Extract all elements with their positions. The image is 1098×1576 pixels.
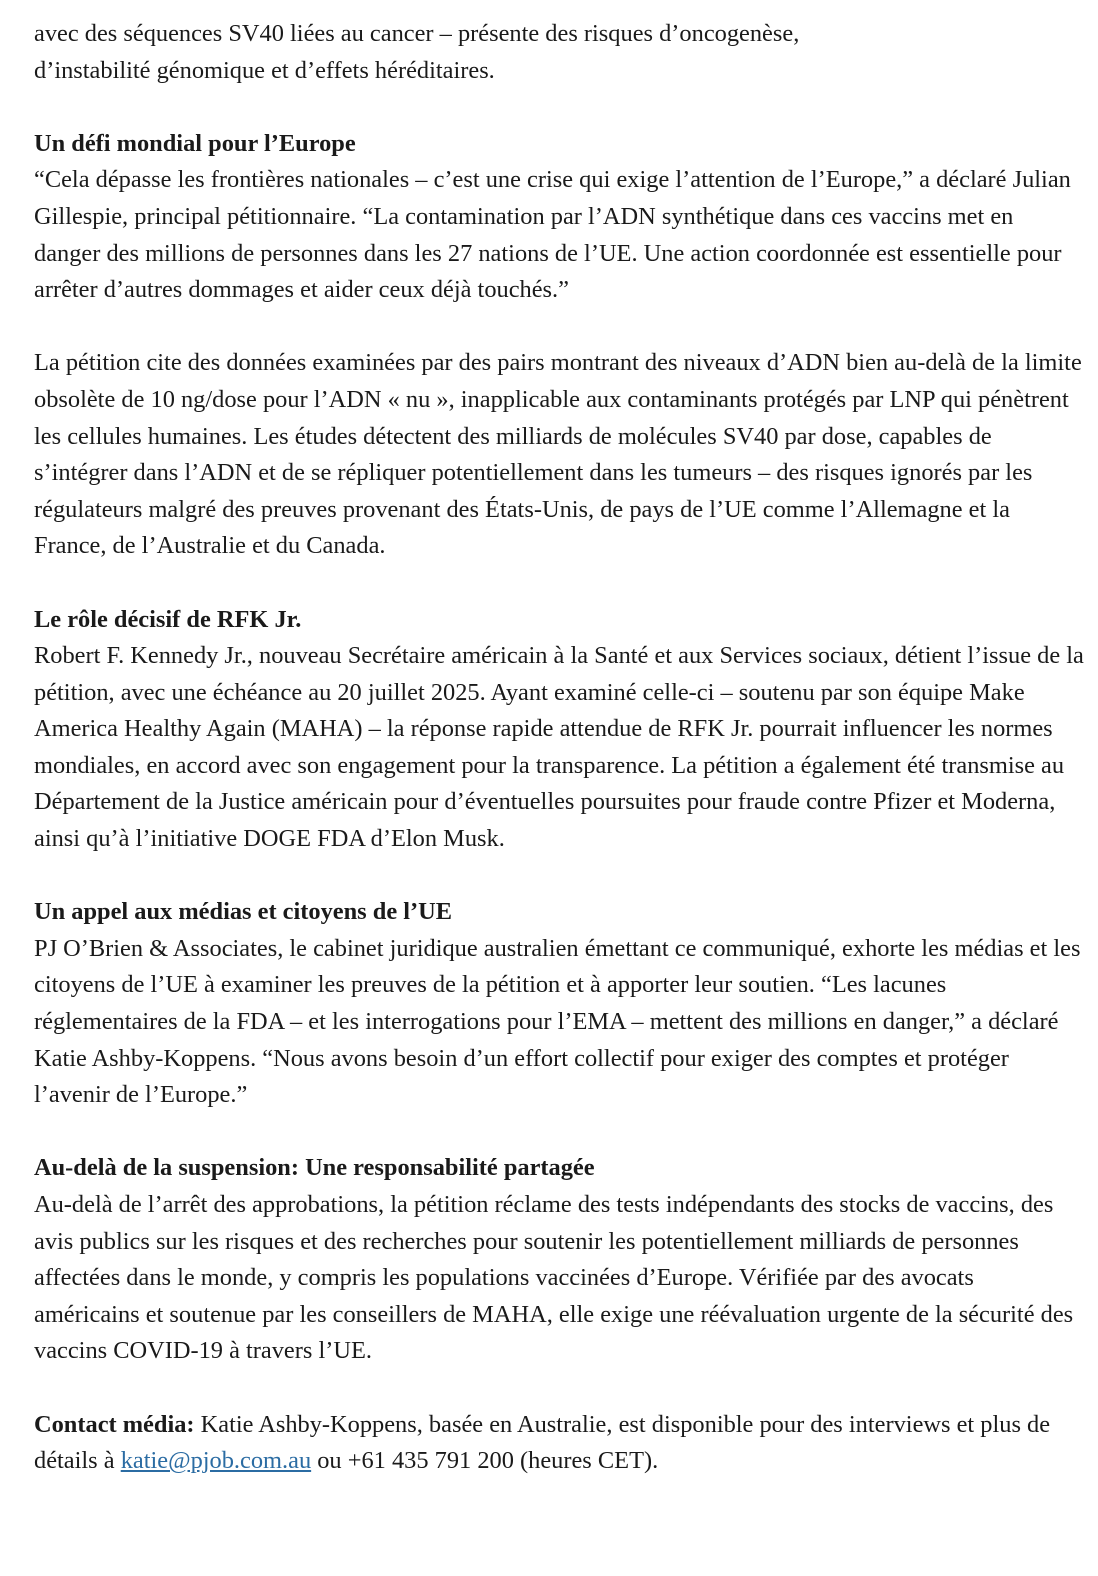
intro-line-2: d’instabilité génomique et d’effets héréditaires. (34, 56, 495, 84)
section-body-beyond: Au-delà de l’arrêt des approbations, la pétition réclame des tests indépendants des stocks de vaccins, des avis publics sur les risques et des recherches pour soutenir les potentiellement milliards de personnes affectées dans le monde, y compris les populations vaccinées d’Europe. Vérifiée par des avocats américains et soutenue par les conseillers de MAHA, elle exige une réévaluation urgente de la sécurité des vaccins COVID-19 à travers l’UE. (34, 1191, 1074, 1365)
section-heading-rfk: Le rôle décisif de RFK Jr. (34, 605, 302, 633)
section-heading-appeal: Un appel aux médias et citoyens de l’UE (34, 898, 453, 926)
contact-label: Contact média: (34, 1410, 195, 1438)
section-rfk (34, 602, 1084, 858)
contact-email-link[interactable]: katie@pjob.com.au (120, 1447, 312, 1475)
contact-section (34, 1407, 1084, 1480)
intro-line-1: avec des séquences SV40 liées au cancer – présente des risques d’oncogenèse, (34, 20, 800, 47)
section-body-rfk: Robert F. Kennedy Jr., nouveau Secrétaire américain à la Santé et aux Services sociaux, détient l’issue de la pétition, avec une échéance au 20 juillet 2025. Ayant examiné celle-ci – soutenu par son équipe Make America Healthy Again (MAHA) – la réponse rapide attendue de RFK Jr. pourrait influencer les normes mondiales, en accord avec son engagement pour la transparence. La pétition a également été transmise au Département de la Justice américain pour d’éventuelles poursuites pour fraude contre Pfizer et Moderna, ainsi qu’à l’initiative DOGE FDA d’Elon Musk. (34, 642, 1084, 853)
section-appeal (34, 894, 1084, 1114)
contact-paragraph (34, 1407, 1084, 1480)
section-europe (34, 126, 1084, 309)
document-page (34, 16, 1084, 1480)
intro-continuation (34, 16, 1084, 89)
section-data (34, 345, 1084, 565)
section-body-data: La pétition cite des données examinées par des pairs montrant des niveaux d’ADN bien au-delà de la limite obsolète de 10 ng/dose pour l’ADN « nu », inapplicable aux contaminants protégés par LNP qui pénètrent les cellules humaines. Les études détectent des milliards de molécules SV40 par dose, capables de s’intégrer dans l’ADN et de se répliquer potentiellement dans les tumeurs – des risques ignorés par les régulateurs malgré des preuves provenant des États-Unis, de pays de l’UE comme l’Allemagne et la France, de l’Australie et du Canada. (34, 349, 1082, 560)
section-heading-beyond: Au-delà de la suspension: Une responsabilité partagée (34, 1154, 595, 1182)
section-beyond (34, 1150, 1084, 1370)
contact-text-before: Katie Ashby-Koppens, basée en Australie, est disponible pour des interviews et plus de détails à (34, 1410, 1051, 1475)
section-body-appeal: PJ O’Brien & Associates, le cabinet juridique australien émettant ce communiqué, exhorte les médias et les citoyens de l’UE à examiner les preuves de la pétition et à apporter leur soutien. “Les lacunes réglementaires de la FDA – et les interrogations pour l’EMA – mettent des millions en danger,” a déclaré Katie Ashby-Koppens. “Nous avons besoin d’un effort collectif pour exiger des comptes et protéger l’avenir de l’Europe.” (34, 934, 1081, 1109)
section-body-europe: “Cela dépasse les frontières nationales – c’est une crise qui exige l’attention de l’Europe,” a déclaré Julian Gillespie, principal pétitionnaire. “La contamination par l’ADN synthétique dans ces vaccins met en danger des millions de personnes dans les 27 nations de l’UE. Une action coordonnée est essentielle pour arrêter d’autres dommages et aider ceux déjà touchés.” (34, 166, 1071, 304)
contact-text-after: ou +61 435 791 200 (heures CET). (311, 1447, 659, 1475)
section-heading-europe: Un défi mondial pour l’Europe (34, 129, 356, 157)
